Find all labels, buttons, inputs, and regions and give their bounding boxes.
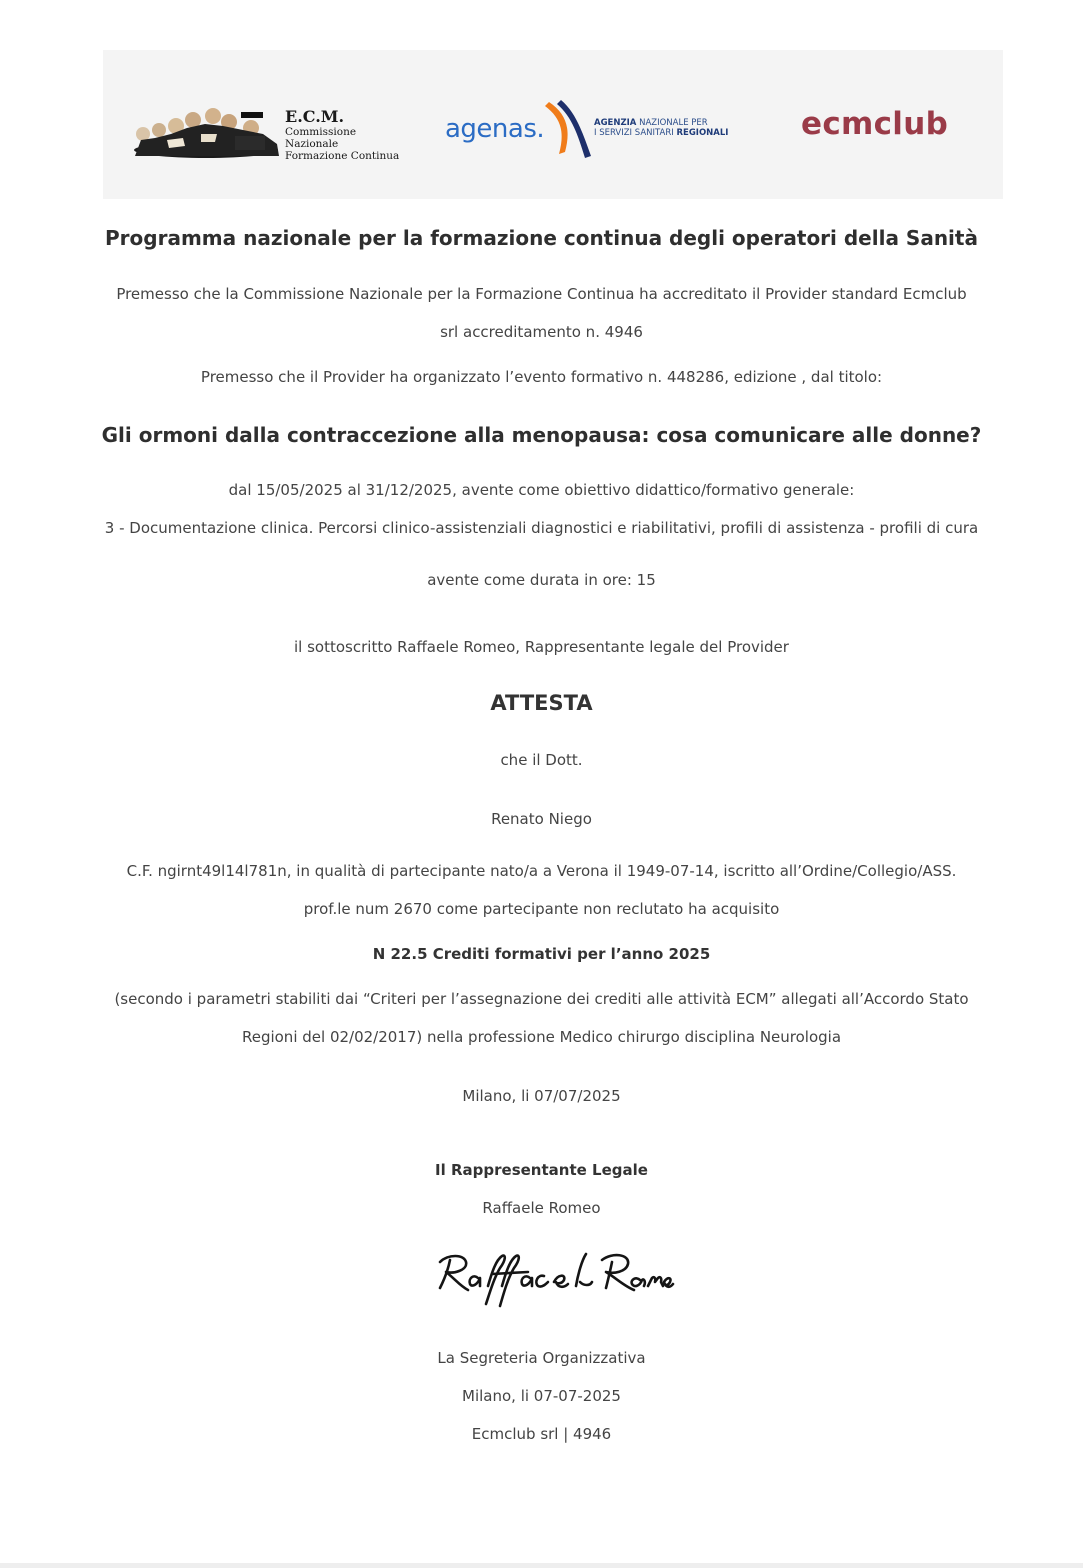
page-bottom-rule xyxy=(0,1563,1083,1568)
secretariat-label: La Segreteria Organizzativa xyxy=(437,1349,646,1367)
agenas-tag-line1: NAZIONALE PER xyxy=(639,118,708,128)
criteria-line-1: (secondo i parametri stabiliti dai “Criteri per l’assegnazione dei crediti alle attività ECM” allegati all’Accordo Stato xyxy=(114,990,969,1008)
premise-1-line-1: Premesso che la Commissione Nazionale per la Formazione Continua ha accreditato il Provider standard Ecmclub xyxy=(116,285,967,303)
logo-banner xyxy=(103,50,1003,199)
ecm-subtitle-line1: Commissione Nazionale xyxy=(285,126,357,150)
secretariat-date: Milano, li 07-07-2025 xyxy=(462,1387,621,1405)
legal-rep-name: Raffaele Romeo xyxy=(482,1199,601,1217)
agenas-wordmark: agenas. xyxy=(445,114,545,144)
ecm-wordmark xyxy=(285,108,411,162)
ecm-title: E.C.M. xyxy=(285,107,345,126)
participant-details-line-2: prof.le num 2670 come partecipante non reclutato ha acquisito xyxy=(303,900,780,918)
participant-details-line-1: C.F. ngirnt49l14l781n, in qualità di partecipante nato/a a Verona il 1949-07-14, iscritto all’Ordine/Collegio/ASS. xyxy=(126,862,957,880)
provider-footer: Ecmclub srl | 4946 xyxy=(471,1425,612,1443)
premise-2: Premesso che il Provider ha organizzato l’evento formativo n. 448286, edizione , dal titolo: xyxy=(200,368,883,386)
ecmclub-logo: ecmclub xyxy=(801,106,949,142)
premise-1-line-2: srl accreditamento n. 4946 xyxy=(440,323,643,341)
credits-awarded: N 22.5 Crediti formativi per l’anno 2025 xyxy=(372,945,711,963)
attesta-heading: ATTESTA xyxy=(490,691,593,715)
undersigned-statement: il sottoscritto Raffaele Romeo, Rappresentante legale del Provider xyxy=(294,638,789,656)
event-period: dal 15/05/2025 al 31/12/2025, avente come obiettivo didattico/formativo generale: xyxy=(228,481,855,499)
event-duration: avente come durata in ore: 15 xyxy=(427,571,656,589)
agenas-tag-bold1: AGENZIA xyxy=(594,118,637,128)
signature-icon xyxy=(430,1242,675,1314)
che-il-dott: che il Dott. xyxy=(500,751,583,769)
agenas-x-icon xyxy=(541,100,601,160)
ecm-logo xyxy=(131,100,411,160)
agenas-logo xyxy=(443,100,753,160)
event-objective: 3 - Documentazione clinica. Percorsi clinico-assistenziali diagnostici e riabilitativi, profili di assistenza - profili di cura xyxy=(104,519,979,537)
ecm-subtitle-line2: Formazione Continua xyxy=(285,150,400,162)
document-heading: Programma nazionale per la formazione continua degli operatori della Sanità xyxy=(105,226,978,250)
ecm-painting-icon xyxy=(131,100,281,160)
agenas-tag-bold2: REGIONALI xyxy=(676,128,729,138)
participant-name: Renato Niego xyxy=(491,810,592,828)
place-date: Milano, li 07/07/2025 xyxy=(462,1087,621,1105)
event-title: Gli ormoni dalla contraccezione alla menopausa: cosa comunicare alle donne? xyxy=(101,423,982,447)
agenas-tagline xyxy=(594,118,728,138)
legal-rep-label: Il Rappresentante Legale xyxy=(435,1161,648,1179)
criteria-line-2: Regioni del 02/02/2017) nella professione Medico chirurgo disciplina Neurologia xyxy=(241,1028,842,1046)
agenas-tag-line2: I SERVIZI SANITARI xyxy=(594,128,674,138)
